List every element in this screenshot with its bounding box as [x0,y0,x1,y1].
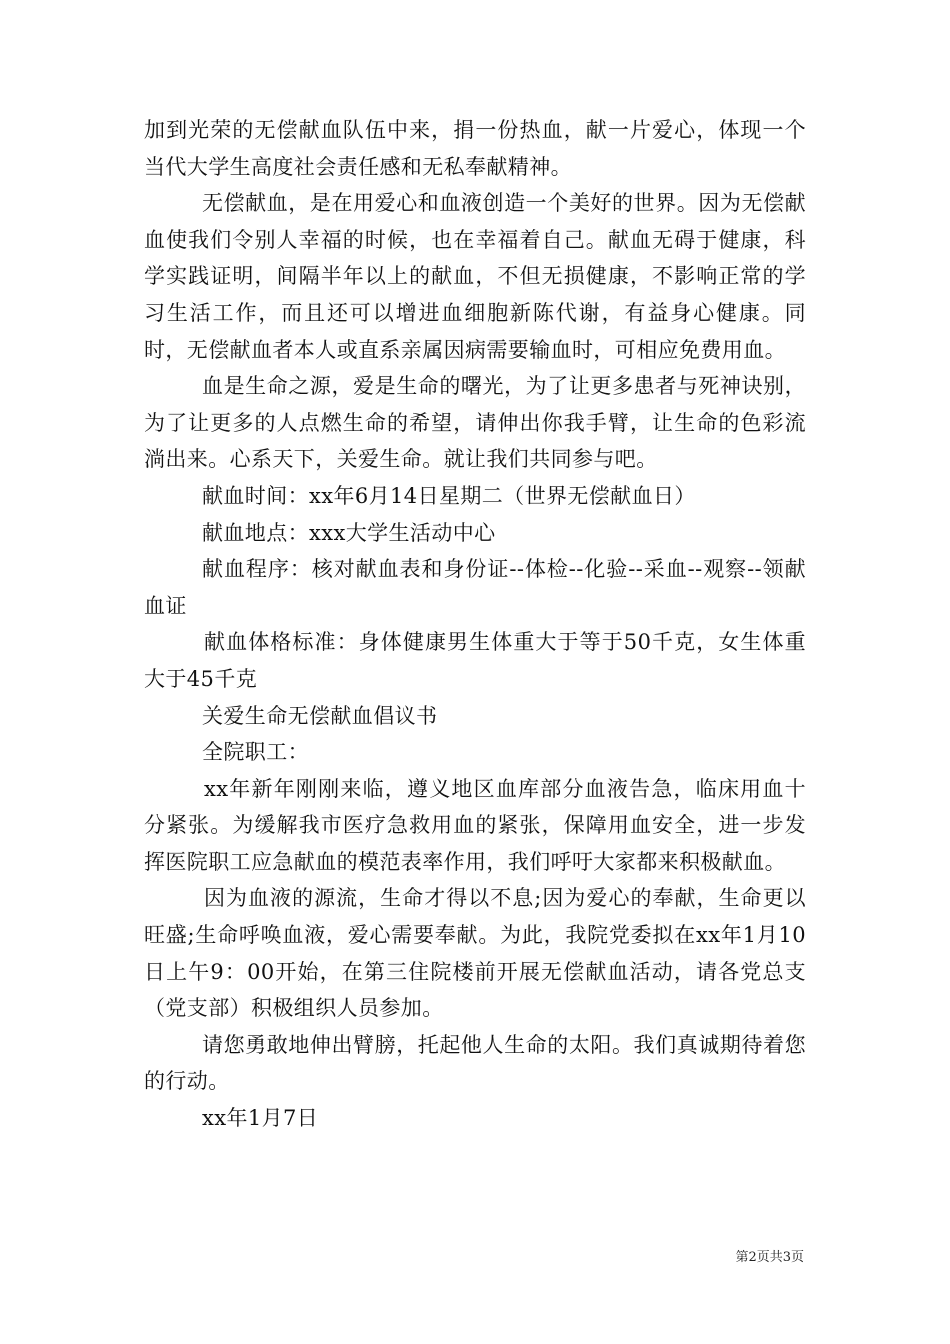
paragraph-call-to-action: 血是生命之源，爱是生命的曙光，为了让更多患者与死神诀别，为了让更多的人点燃生命的希望，请伸出你我手臂，让生命的色彩流淌出来。心系天下，关爱生命。就让我们共同参与吧。 [144,374,806,472]
section-title: 关爱生命无偿献血倡议书 [202,703,438,728]
donation-procedure: 献血程序：核对献血表和身份证--体检--化验--采血--观察--领献血证 [144,557,806,618]
donation-physical-standard: 献血体格标准：身体健康男生体重大于等于50千克，女生体重大于45千克 [144,630,806,691]
paragraph-continuation: 加到光荣的无偿献血队伍中来，捐一份热血，献一片爱心，体现一个当代大学生高度社会责任感和无私奉献精神。 [144,118,806,179]
donation-location: 献血地点：xxx大学生活动中心 [202,520,496,545]
signature-date: xx年1月7日 [202,1106,319,1131]
donation-time: 献血时间：xx年6月14日星期二（世界无偿献血日） [202,483,696,508]
paragraph-activity-notice: 因为血液的源流，生命才得以不息;因为爱心的奉献，生命更以旺盛;生命呼唤血液，爱心需要奉献。为此，我院党委拟在xx年1月10日上午9：00开始，在第三住院楼前开展无偿献血活动，请各党总支（党支部）积极组织人员参加。 [144,886,806,1021]
paragraph-blood-shortage: xx年新年刚刚来临，遵义地区血库部分血液告急，临床用血十分紧张。为缓解我市医疗急救用血的紧张，保障用血安全，进一步发挥医院职工应急献血的模范表率作用，我们呼吁大家都来积极献血。 [144,776,806,874]
document-body [144,112,806,1137]
paragraph-appeal: 请您勇敢地伸出臂膀，托起他人生命的太阳。我们真诚期待着您的行动。 [144,1032,806,1094]
paragraph-blood-donation-benefits: 无偿献血，是在用爱心和血液创造一个美好的世界。因为无偿献血使我们令别人幸福的时候，也在幸福着自己。献血无碍于健康，科学实践证明，间隔半年以上的献血，不但无损健康，不影响正常的学习生活工作，而且还可以增进血细胞新陈代谢，有益身心健康。同时，无偿献血者本人或直系亲属因病需要输血时，可相应免费用血。 [144,191,806,362]
page-number-footer: 第2页共3页 [735,1250,804,1265]
salutation: 全院职工： [202,740,309,765]
